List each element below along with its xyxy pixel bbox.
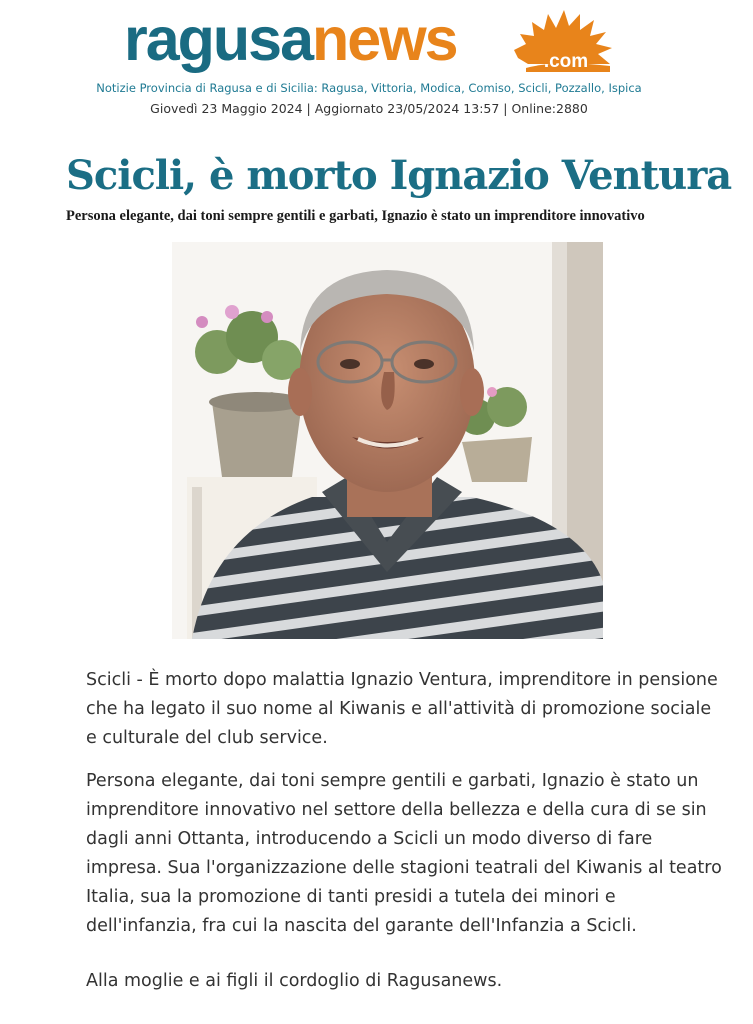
logo-com: .com xyxy=(543,51,589,72)
article-closing: Alla moglie e ai figli il cordoglio di Ragusanews. xyxy=(86,971,503,991)
site-tagline: Notizie Provincia di Ragusa e di Sicilia: Ragusa, Vittoria, Modica, Comiso, Scicli, Pozzallo, Ispica xyxy=(96,81,642,95)
article-title: Scicli, è morto Ignazio Ventura xyxy=(66,152,732,199)
dateline: Giovedì 23 Maggio 2024 | Aggiornato 23/05/2024 13:57 | Online:2880 xyxy=(150,101,588,116)
article-body xyxy=(86,666,726,1010)
site-logo[interactable] xyxy=(124,4,457,74)
article-subtitle: Persona elegante, dai toni sempre gentili e garbati, Ignazio è stato un imprenditore innovativo xyxy=(66,208,645,224)
article-paragraph: Scicli - È morto dopo malattia Ignazio Ventura, imprenditore in pensione che ha legato il suo nome al Kiwanis e all'attività di promozione sociale e culturale del club service. xyxy=(86,670,718,748)
logo-news: news xyxy=(312,5,457,73)
article-photo xyxy=(172,242,603,639)
logo-ragusa: ragusa xyxy=(124,5,313,73)
article-paragraph: Persona elegante, dai toni sempre gentili e garbati, Ignazio è stato un imprenditore innovativo nel settore della bellezza e della cura di se sin dagli anni Ottanta, introducendo a Scicli un modo diverso di fare impresa. Sua l'organizzazione delle stagioni teatrali del Kiwanis al teatro Italia, sua la promozione di tanti presidi a tutela dei minori e dell'infanzia, fra cui la nascita del garante dell'Infanzia a Scicli. xyxy=(86,771,722,936)
masthead xyxy=(0,0,753,122)
portrait-illustration xyxy=(172,242,603,639)
